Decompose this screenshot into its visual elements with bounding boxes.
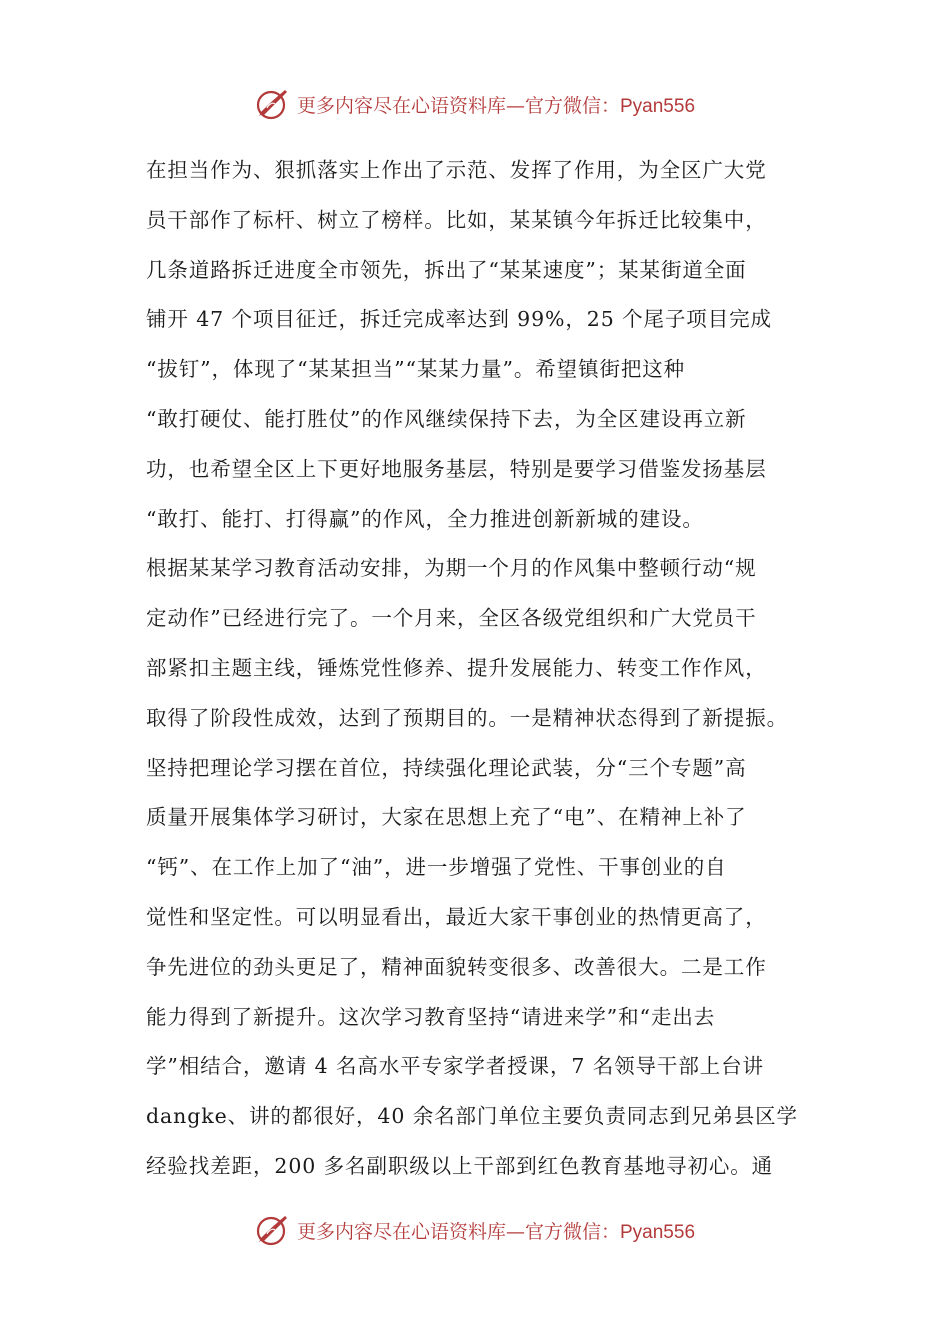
text-line: 争先进位的劲头更足了，精神面貌转变很多、改善很大。二是工作: [146, 954, 767, 979]
text-line: 在担当作为、狠抓落实上作出了示范、发挥了作用，为全区广大党: [146, 158, 767, 182]
text-line: “拔钉”，体现了“某某担当”“某某力量”。希望镇街把这种: [146, 357, 686, 382]
text-line: dangke、讲的都很好，40 余名部门单位主要负责同志到兄弟县区学: [146, 1104, 798, 1129]
text-line: “敢打、能打、打得赢”的作风，全力推进创新新城的建设。: [146, 506, 704, 531]
text-line: 铺开 47 个项目征迁，拆迁完成率达到 99%，25 个尾子项目完成: [146, 307, 772, 332]
footer-banner-content: [255, 1212, 695, 1248]
text-line: 学”相结合，邀请 4 名高水平专家学者授课，7 名领导干部上台讲: [146, 1054, 764, 1079]
header-banner-content: [255, 86, 695, 122]
text-line: 坚持把理论学习摆在首位，持续强化理论武装，分“三个专题”高: [146, 755, 747, 780]
header-wechat-id: Pyan556: [620, 95, 696, 117]
text-line: 觉性和坚定性。可以明显看出，最近大家干事创业的热情更高了，: [146, 904, 767, 929]
text-line: 经验找差距，200 多名副职级以上干部到红色教育基地寻初心。通: [146, 1153, 774, 1178]
pen-logo-icon: [255, 86, 291, 122]
footer-banner: [0, 1210, 950, 1250]
text-line: 员干部作了标杆、树立了榜样。比如，某某镇今年拆迁比较集中，: [146, 207, 767, 232]
footer-banner-text: 更多内容尽在心语资料库—官方微信：Pyan556: [296, 1220, 696, 1243]
text-line: 几条道路拆迁进度全市领先，拆出了“某某速度”；某某街道全面: [146, 257, 747, 282]
header-banner: [0, 84, 950, 124]
text-line: 部紧扣主题主线，锤炼党性修养、提升发展能力、转变工作作风，: [146, 655, 767, 680]
text-line: 根据某某学习教育活动安排，为期一个月的作风集中整顿行动“规: [146, 556, 757, 581]
text-line: 质量开展集体学习研讨，大家在思想上充了“电”、在精神上补了: [146, 805, 747, 830]
text-line: 定动作”已经进行完了。一个月来，全区各级党组织和广大党员干: [146, 606, 757, 631]
text-line: 能力得到了新提升。这次学习教育坚持“请进来学”和“走出去: [146, 1004, 716, 1029]
text-line: 取得了阶段性成效，达到了预期目的。一是精神状态得到了新提振。: [146, 705, 788, 730]
document-body: [146, 146, 814, 1192]
header-banner-text: 更多内容尽在心语资料库—官方微信：Pyan556: [296, 94, 696, 117]
text-line: 功，也希望全区上下更好地服务基层，特别是要学习借鉴发扬基层: [146, 456, 767, 481]
text-line: “钙”、在工作上加了“油”，进一步增强了党性、干事创业的自: [146, 855, 727, 880]
footer-wechat-id: Pyan556: [620, 1221, 696, 1243]
pen-logo-icon: [255, 1212, 291, 1248]
text-line: “敢打硬仗、能打胜仗”的作风继续保持下去，为全区建设再立新: [146, 406, 747, 431]
